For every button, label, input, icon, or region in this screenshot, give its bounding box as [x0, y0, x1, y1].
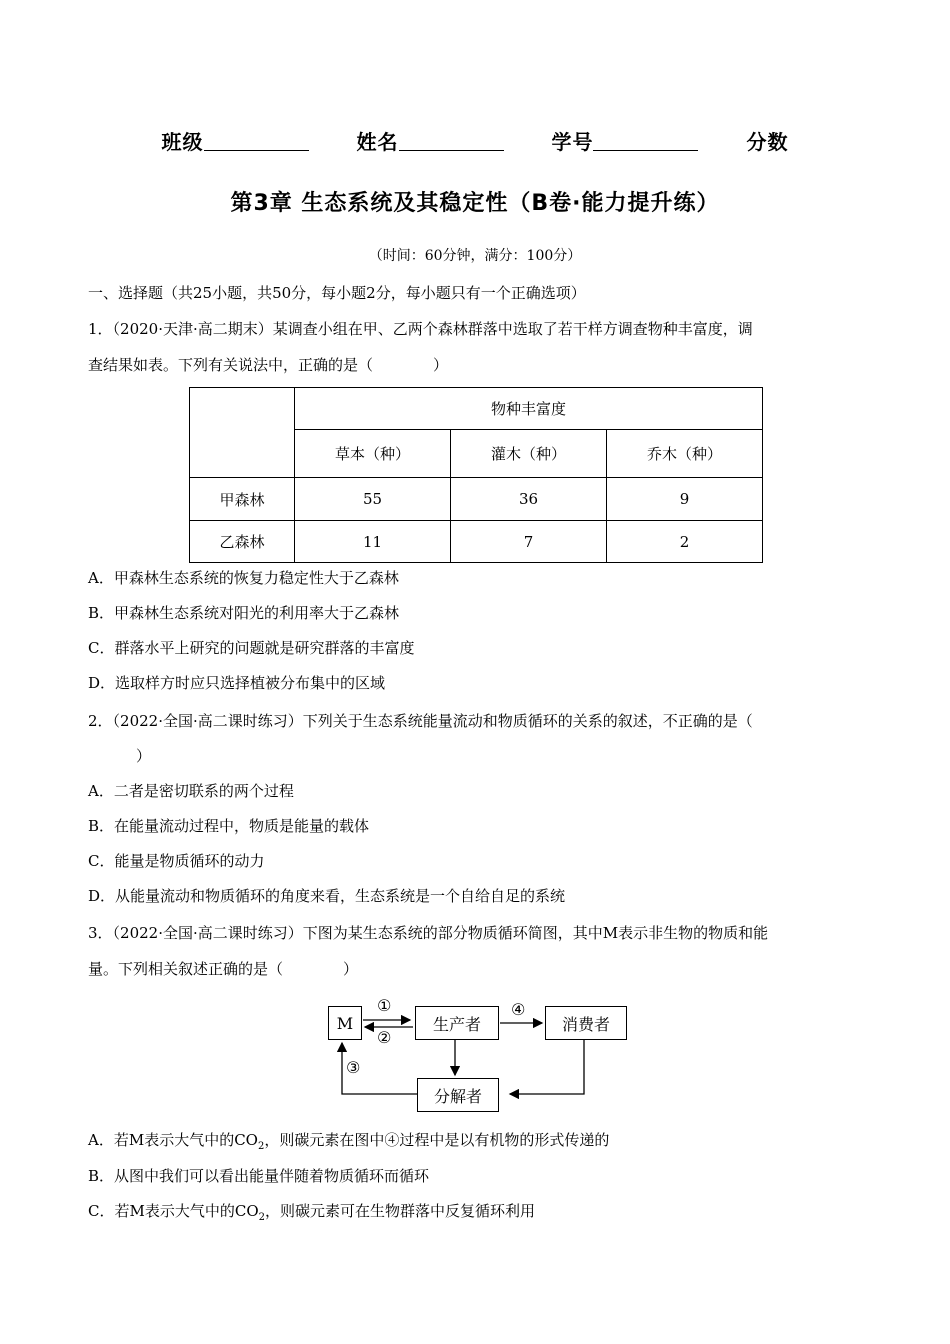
exam-info: （时间：60分钟，满分：100分）: [368, 248, 582, 264]
q3-option-c-sub: 2: [258, 1212, 265, 1223]
q3-option-a-post: ，则碳元素在图中④过程中是以有机物的形式传递的: [264, 1131, 610, 1149]
label-3: ③: [346, 1058, 361, 1077]
q2-option-d[interactable]: D．从能量流动和物质循环的角度来看，生态系统是一个自给自足的系统: [88, 887, 566, 905]
table-cell: 2: [607, 521, 763, 563]
q3-option-c-post: ，则碳元素可在生物群落中反复循环利用: [265, 1202, 536, 1220]
table-cell: 55: [295, 478, 451, 521]
q3-stem-line2: 量。下列相关叙述正确的是（ ）: [88, 960, 359, 978]
class-label: 班级: [161, 130, 204, 154]
name-blank[interactable]: [399, 132, 504, 151]
q2-option-a[interactable]: A．二者是密切联系的两个过程: [88, 782, 294, 800]
table-cell: 7: [451, 521, 607, 563]
q3-option-a-sub: 2: [257, 1141, 265, 1152]
label-1: ①: [377, 996, 392, 1015]
q2-option-b[interactable]: B．在能量流动过程中，物质是能量的载体: [88, 817, 370, 835]
q3-option-b[interactable]: B．从图中我们可以看出能量伴随着物质循环而循环: [88, 1167, 430, 1185]
q3-stem-line1: 3．（2022·全国·高二课时练习）下图为某生态系统的部分物质循环简图，其中M表示非生物的物质和能: [88, 924, 769, 942]
q1-option-b[interactable]: B．甲森林生态系统对阳光的利用率大于乙森林: [88, 604, 400, 622]
table-col-header: 灌木（种）: [451, 430, 607, 478]
q2-stem-line1: 2．（2022·全国·高二课时练习）下列关于生态系统能量流动和物质循环的关系的叙述，不正确的是（: [88, 712, 753, 730]
table-col-header: 乔木（种）: [607, 430, 763, 478]
q3-option-a[interactable]: [88, 1129, 609, 1152]
m-box: M: [328, 1006, 362, 1040]
table-row-name: 乙森林: [190, 521, 295, 563]
page-title: 第3章 生态系统及其稳定性（B卷·能力提升练）: [230, 191, 720, 216]
q1-option-a[interactable]: A．甲森林生态系统的恢复力稳定性大于乙森林: [88, 569, 399, 587]
q1-stem-line2: 查结果如表。下列有关说法中，正确的是（ ）: [88, 356, 449, 374]
table-corner-cell: [190, 388, 295, 478]
table-col-header: 草本（种）: [295, 430, 451, 478]
class-blank[interactable]: [204, 132, 309, 151]
table-group-header: 物种丰富度: [295, 388, 763, 430]
label-2: ②: [377, 1028, 392, 1047]
section-heading: 一、选择题（共25小题，共50分，每小题2分，每小题只有一个正确选项）: [88, 284, 586, 302]
q3-option-c[interactable]: [88, 1200, 535, 1223]
producer-box: 生产者: [415, 1006, 499, 1040]
table-row-name: 甲森林: [190, 478, 295, 521]
q1-table: [189, 387, 763, 563]
id-label: 学号: [551, 130, 594, 154]
table-cell: 11: [295, 521, 451, 563]
q2-option-c[interactable]: C．能量是物质循环的动力: [88, 852, 265, 870]
name-label: 姓名: [356, 130, 399, 154]
q2-stem-line2: ）: [136, 747, 152, 765]
table-row: [190, 478, 763, 521]
header-fields: [0, 126, 950, 155]
score-label: 分数: [746, 130, 789, 154]
consumer-box: 消费者: [545, 1006, 627, 1040]
table-row: [190, 521, 763, 563]
table-cell: 9: [607, 478, 763, 521]
q1-stem-line1: 1．（2020·天津·高二期末）某调查小组在甲、乙两个森林群落中选取了若干样方调查物种丰富度，调: [88, 320, 753, 338]
q1-option-c[interactable]: C．群落水平上研究的问题就是研究群落的丰富度: [88, 639, 415, 657]
decomposer-box: 分解者: [417, 1078, 499, 1112]
table-cell: 36: [451, 478, 607, 521]
q3-option-a-pre: A．若M表示大气中的CO: [88, 1131, 258, 1149]
q1-option-d[interactable]: D．选取样方时应只选择植被分布集中的区域: [88, 674, 386, 692]
id-blank[interactable]: [593, 132, 698, 151]
q3-option-c-pre: C．若M表示大气中的CO: [88, 1202, 259, 1220]
label-4: ④: [511, 1000, 526, 1019]
carbon-cycle-diagram: [320, 996, 640, 1114]
